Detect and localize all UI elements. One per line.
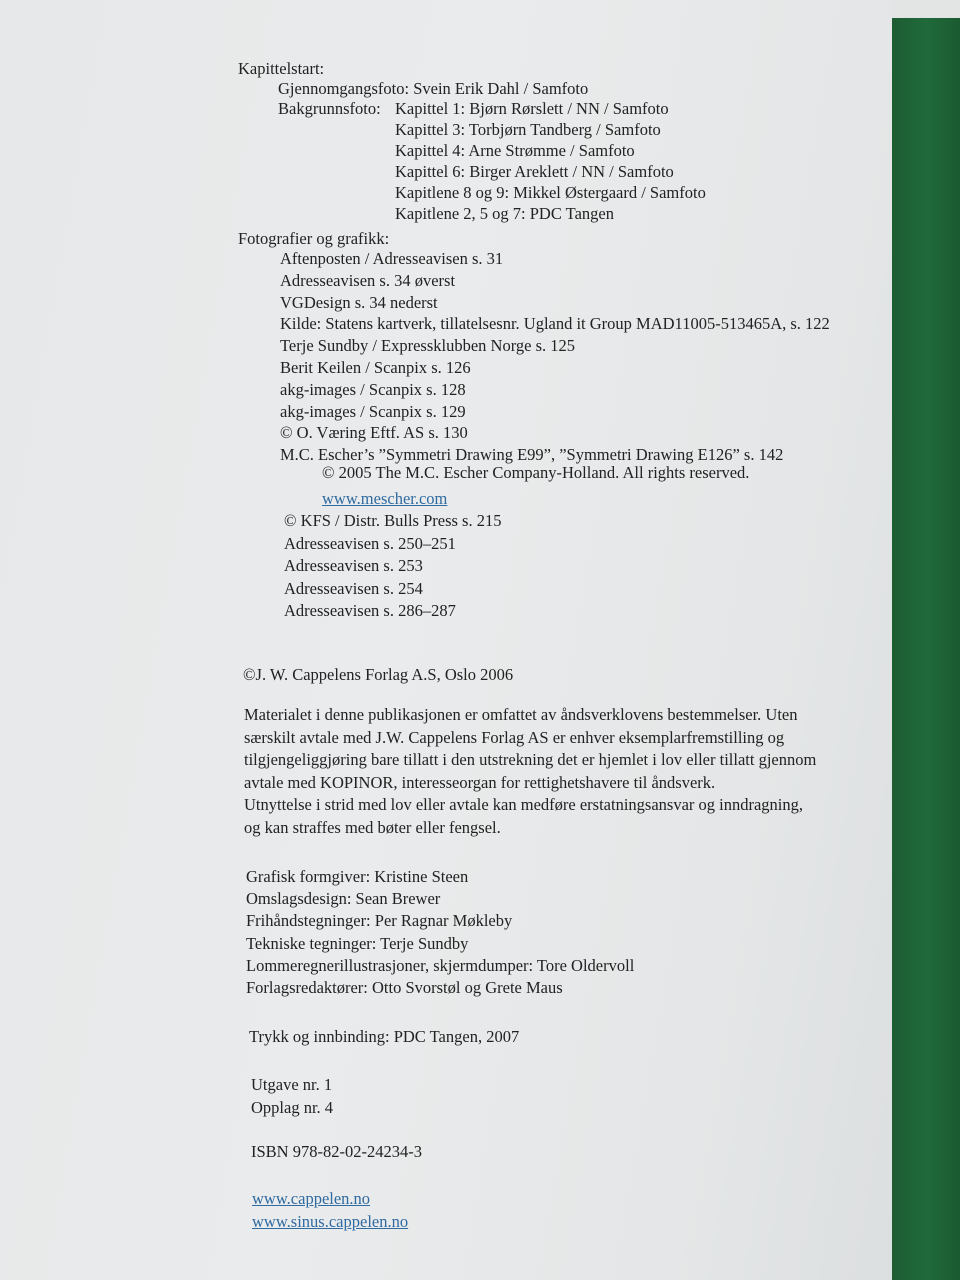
foto-list-more [284,510,501,623]
bakgrunnsfoto-item: Kapitlene 2, 5 og 7: PDC Tangen [395,204,614,223]
isbn: ISBN 978-82-02-24234-3 [251,1142,422,1161]
foto-item: Kilde: Statens kartverk, tillatelsesnr. Ugland it Group MAD11005-513465A, s. 122 [280,314,830,334]
bakgrunnsfoto-item: Kapittel 1: Bjørn Rørslett / NN / Samfoto [395,99,669,118]
kapittelstart-heading: Kapittelstart: [238,59,325,78]
print-info: Trykk og innbinding: PDC Tangen, 2007 [249,1027,520,1046]
staff-item: Forlagsredaktører: Otto Svorstøl og Grete Maus [246,978,563,998]
bakgrunnsfoto-item: Kapitlene 8 og 9: Mikkel Østergaard / Samfoto [395,183,706,202]
foto-item: Adresseavisen s. 253 [284,556,423,575]
foto-item: © KFS / Distr. Bulls Press s. 215 [284,511,502,530]
foto-item: Adresseavisen s. 254 [284,578,423,598]
foto-item: Terje Sundby / Expressklubben Norge s. 125 [280,336,576,356]
staff-item: Grafisk formgiver: Kristine Steen [246,867,469,886]
escher-copyright: © 2005 The M.C. Escher Company-Holland. All rights reserved. [322,463,750,482]
bakgrunnsfoto-item: Kapittel 3: Torbjørn Tandberg / Samfoto [395,120,661,139]
foto-item: Aftenposten / Adresseavisen s. 31 [280,249,504,268]
sinus-cappelen-link[interactable]: www.sinus.cappelen.no [252,1212,409,1231]
book-cover-edge [892,0,960,1280]
legal-notice [244,704,884,839]
foto-item: M.C. Escher’s ”Symmetri Drawing E99”, ”Symmetri Drawing E126” s. 142 [280,445,784,465]
bakgrunnsfoto-item: Kapittel 6: Birger Areklett / NN / Samfoto [395,162,674,181]
legal-line: Materialet i denne publikasjonen er omfattet av åndsverklovens bestemmelser. Uten [244,705,798,724]
edition-line: Opplag nr. 4 [251,1098,334,1117]
staff-credits [246,866,634,999]
foto-item: Adresseavisen s. 286–287 [284,601,456,620]
foto-list [280,248,830,466]
legal-line: tilgjengeliggjøring bare tillatt i den utstrekning det er hjemlet i lov eller tillatt gjennom [244,750,817,769]
edition-info [251,1073,333,1119]
bakgrunnsfoto-list [395,98,706,224]
foto-heading: Fotografier og grafikk: [238,229,390,248]
staff-item: Frihåndstegninger: Per Ragnar Møkleby [246,911,513,931]
legal-line: og kan straffes med bøter eller fengsel. [244,817,501,837]
copyright-line: ©J. W. Cappelens Forlag A.S, Oslo 2006 [243,665,514,684]
foto-item: akg-images / Scanpix s. 129 [280,401,466,421]
escher-link[interactable]: www.mescher.com [322,489,448,508]
foto-item: Adresseavisen s. 34 øverst [280,270,456,290]
foto-item: akg-images / Scanpix s. 128 [280,379,466,399]
foto-item: VGDesign s. 34 nederst [280,292,438,312]
legal-line: avtale med KOPINOR, interesseorgan for rettighetshavere til åndsverk. [244,772,716,792]
foto-item: Berit Keilen / Scanpix s. 126 [280,357,471,377]
bakgrunnsfoto-label: Bakgrunnsfoto: [278,99,381,118]
bakgrunnsfoto-item: Kapittel 4: Arne Strømme / Samfoto [395,141,635,160]
foto-item: Adresseavisen s. 250–251 [284,533,456,553]
foto-item: © O. Væring Eftf. AS s. 130 [280,423,468,443]
gjennomgangsfoto-credit: Gjennomgangsfoto: Svein Erik Dahl / Samfoto [278,79,589,98]
edition-line: Utgave nr. 1 [251,1075,333,1094]
legal-line: særskilt avtale med J.W. Cappelens Forlag AS er enhver eksemplarfremstilling og [244,727,785,747]
staff-item: Tekniske tegninger: Terje Sundby [246,933,469,953]
legal-line: Utnyttelse i strid med lov eller avtale kan medføre erstatningsansvar og inndragning, [244,795,804,814]
staff-item: Omslagsdesign: Sean Brewer [246,889,441,909]
staff-item: Lommeregnerillustrasjoner, skjermdumper: Tore Oldervoll [246,955,635,975]
cover-edge-gap [892,0,960,18]
cappelen-link[interactable]: www.cappelen.no [252,1189,371,1208]
